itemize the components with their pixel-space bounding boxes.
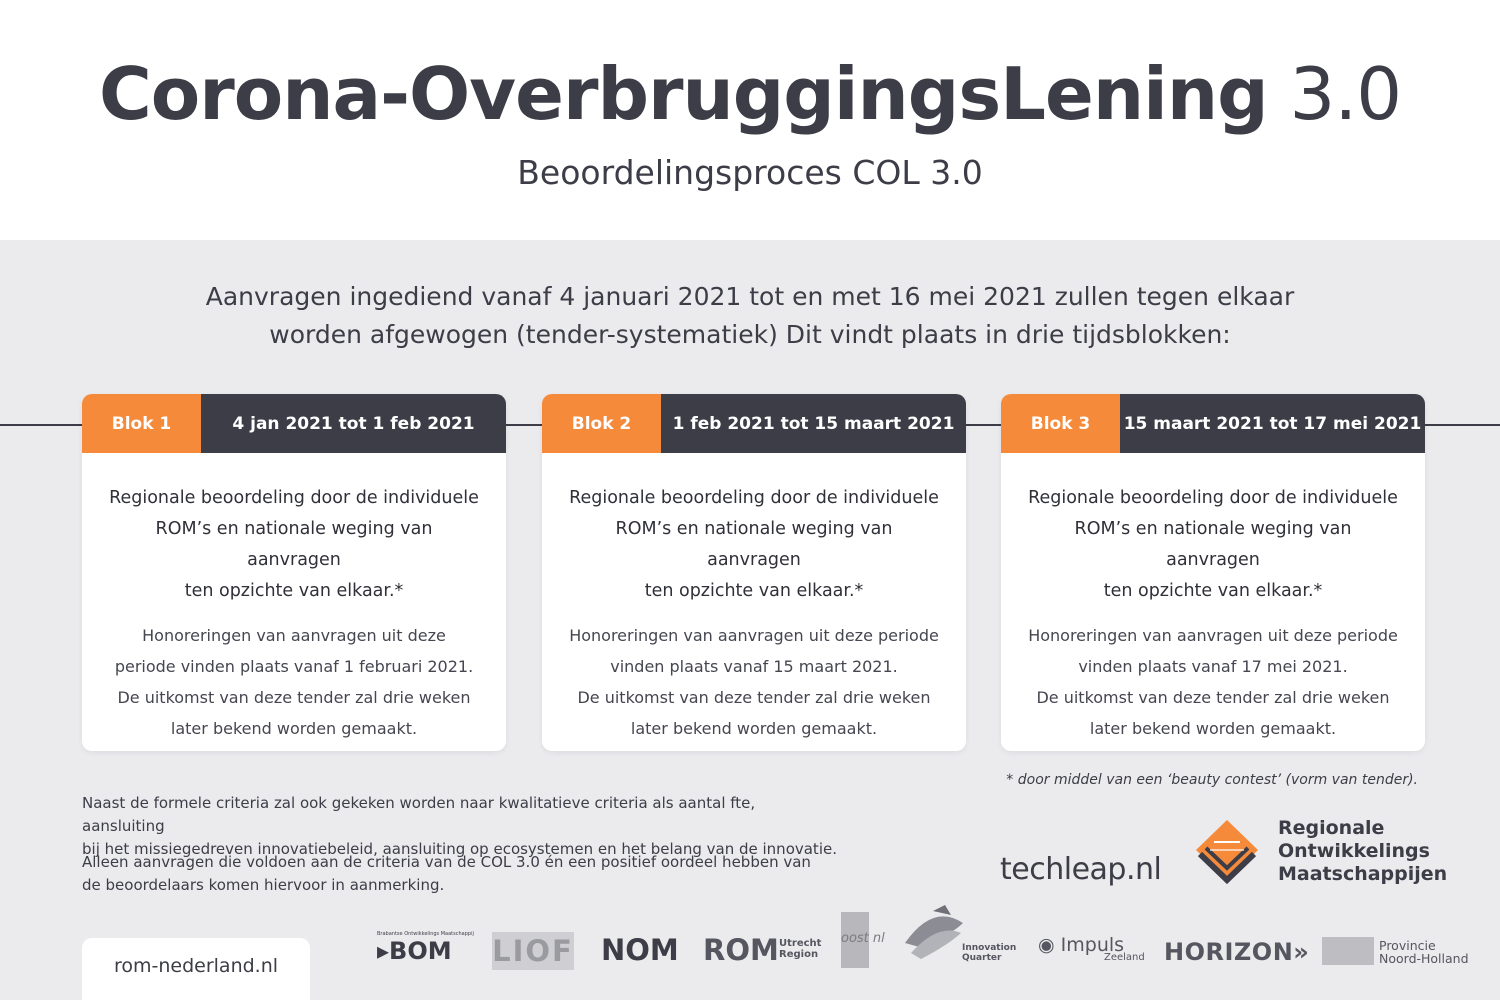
techleap-logo: techleap.nl	[1000, 852, 1162, 887]
page-subtitle: Beoordelingsproces COL 3.0	[517, 153, 983, 192]
block-period: 4 jan 2021 tot 1 feb 2021	[201, 394, 506, 453]
footnote: * door middel van een ‘beauty contest’ (vorm van tender).	[1006, 772, 1418, 788]
text-line: De uitkomst van deze tender zal drie weken	[117, 688, 471, 707]
noord-holland-crest-icon	[1322, 937, 1374, 965]
criteria-paragraph-2	[82, 851, 842, 897]
rom-utrecht-logo	[703, 933, 822, 967]
text-line: ten opzichte van elkaar.*	[1103, 581, 1323, 601]
text-line: later bekend worden gemaakt.	[630, 719, 878, 738]
text-line: de beoordelaars komen hiervoor in aanmerking.	[82, 876, 445, 894]
horizon-logo: HORIZON»	[1164, 938, 1310, 966]
text-line: Honoreringen van aanvragen uit deze periode	[569, 626, 939, 645]
text-line: periode vinden plaats vanaf 1 februari 2021.	[114, 657, 474, 676]
text-line: vinden plaats vanaf 15 maart 2021.	[610, 657, 898, 676]
block-body	[82, 453, 506, 744]
website-link-label: rom-nederland.nl	[113, 955, 279, 977]
block-label: Blok 3	[1001, 394, 1120, 453]
block-period: 1 feb 2021 tot 15 maart 2021	[661, 394, 966, 453]
text-line: Maatschappijen	[1278, 863, 1448, 885]
text-line: Alleen aanvragen die voldoen aan de criteria van de COL 3.0 én een positief oordeel hebben van	[82, 853, 811, 871]
text-line: Innovation	[962, 943, 1017, 953]
block-card-1	[82, 394, 506, 751]
intro-line: Aanvragen ingediend vanaf 4 januari 2021 tot en met 16 mei 2021 zullen tegen elkaar	[205, 282, 1295, 311]
bom-logo	[377, 931, 474, 965]
block-body	[542, 453, 966, 744]
block-header	[82, 394, 506, 453]
text-line: Naast de formele criteria zal ook gekeken worden naar kwalitatieve criteria als aantal fte, aansluiting	[82, 794, 756, 835]
text-line: ROM’s en nationale weging van aanvragen	[1074, 519, 1352, 570]
play-arrow-icon: ▸	[377, 937, 390, 965]
block-label: Blok 1	[82, 394, 201, 453]
text-line: Quarter	[962, 953, 1002, 963]
rom-utrecht-logo-text: ROM	[703, 933, 779, 967]
text-line: bij het missiegedreven innovatiebeleid, aansluiting op ecosystemen en het belang van de innovatie.	[82, 840, 837, 858]
block-sub-text	[1025, 620, 1401, 744]
liof-logo: LIOF	[492, 934, 574, 968]
bom-logo-small-text: Brabantse Ontwikkelings Maatschappij	[377, 931, 474, 937]
impuls-swirl-icon: ◉	[1038, 934, 1055, 956]
impuls-logo-text: Impuls	[1060, 934, 1125, 956]
oost-nl-logo-text: oost nl	[841, 931, 885, 946]
text-line: ROM’s en nationale weging van aanvragen	[155, 519, 433, 570]
text-line: Regionale	[1278, 817, 1385, 839]
block-main-text	[1025, 483, 1401, 607]
text-line: later bekend worden gemaakt.	[170, 719, 418, 738]
block-header	[1001, 394, 1425, 453]
rom-diamond-logo-icon	[1196, 820, 1258, 886]
text-line: Utrecht	[779, 938, 822, 949]
text-line: Regionale beoordeling door de individuele	[569, 488, 939, 508]
text-line: Regionale beoordeling door de individuele	[1028, 488, 1398, 508]
text-line: Ontwikkelings	[1278, 840, 1430, 862]
text-line: Noord-Holland	[1379, 951, 1469, 966]
text-line: Honoreringen van aanvragen uit deze	[142, 626, 446, 645]
impuls-zeeland-sub: Zeeland	[1104, 952, 1145, 963]
block-header	[542, 394, 966, 453]
text-line: vinden plaats vanaf 17 mei 2021.	[1078, 657, 1348, 676]
block-card-3	[1001, 394, 1425, 751]
text-line: Honoreringen van aanvragen uit deze periode	[1028, 626, 1398, 645]
text-line: De uitkomst van deze tender zal drie weken	[577, 688, 931, 707]
bom-logo-text: BOM	[389, 937, 452, 965]
noord-holland-logo-text	[1379, 939, 1469, 965]
block-body	[1001, 453, 1425, 744]
rom-logo-text	[1278, 817, 1447, 886]
block-label: Blok 2	[542, 394, 661, 453]
text-line: ten opzichte van elkaar.*	[184, 581, 404, 601]
website-link[interactable]	[82, 938, 310, 1000]
text-line: Regionale beoordeling door de individuele	[109, 488, 479, 508]
block-sub-text	[566, 620, 942, 744]
block-period: 15 maart 2021 tot 17 mei 2021	[1120, 394, 1425, 453]
block-sub-text	[106, 620, 482, 744]
block-main-text	[106, 483, 482, 607]
text-line: Provincie	[1379, 938, 1436, 953]
text-line: De uitkomst van deze tender zal drie weken	[1036, 688, 1390, 707]
innovation-quarter-logo-text	[962, 943, 1016, 963]
text-line: later bekend worden gemaakt.	[1089, 719, 1337, 738]
title-version: 3.0	[1267, 52, 1402, 136]
rom-utrecht-logo-sub	[779, 938, 821, 960]
block-main-text	[566, 483, 942, 607]
title-main: Corona-OverbruggingsLening	[98, 52, 1268, 136]
text-line: ROM’s en nationale weging van aanvragen	[615, 519, 893, 570]
nom-logo: NOM	[601, 933, 679, 967]
text-line: ten opzichte van elkaar.*	[644, 581, 864, 601]
header	[0, 0, 1500, 240]
block-card-2	[542, 394, 966, 751]
intro-line: worden afgewogen (tender-systematiek) Dit vindt plaats in drie tijdsblokken:	[269, 320, 1231, 349]
intro-text	[200, 278, 1300, 354]
text-line: Region	[779, 949, 819, 960]
page-title	[0, 52, 1500, 136]
